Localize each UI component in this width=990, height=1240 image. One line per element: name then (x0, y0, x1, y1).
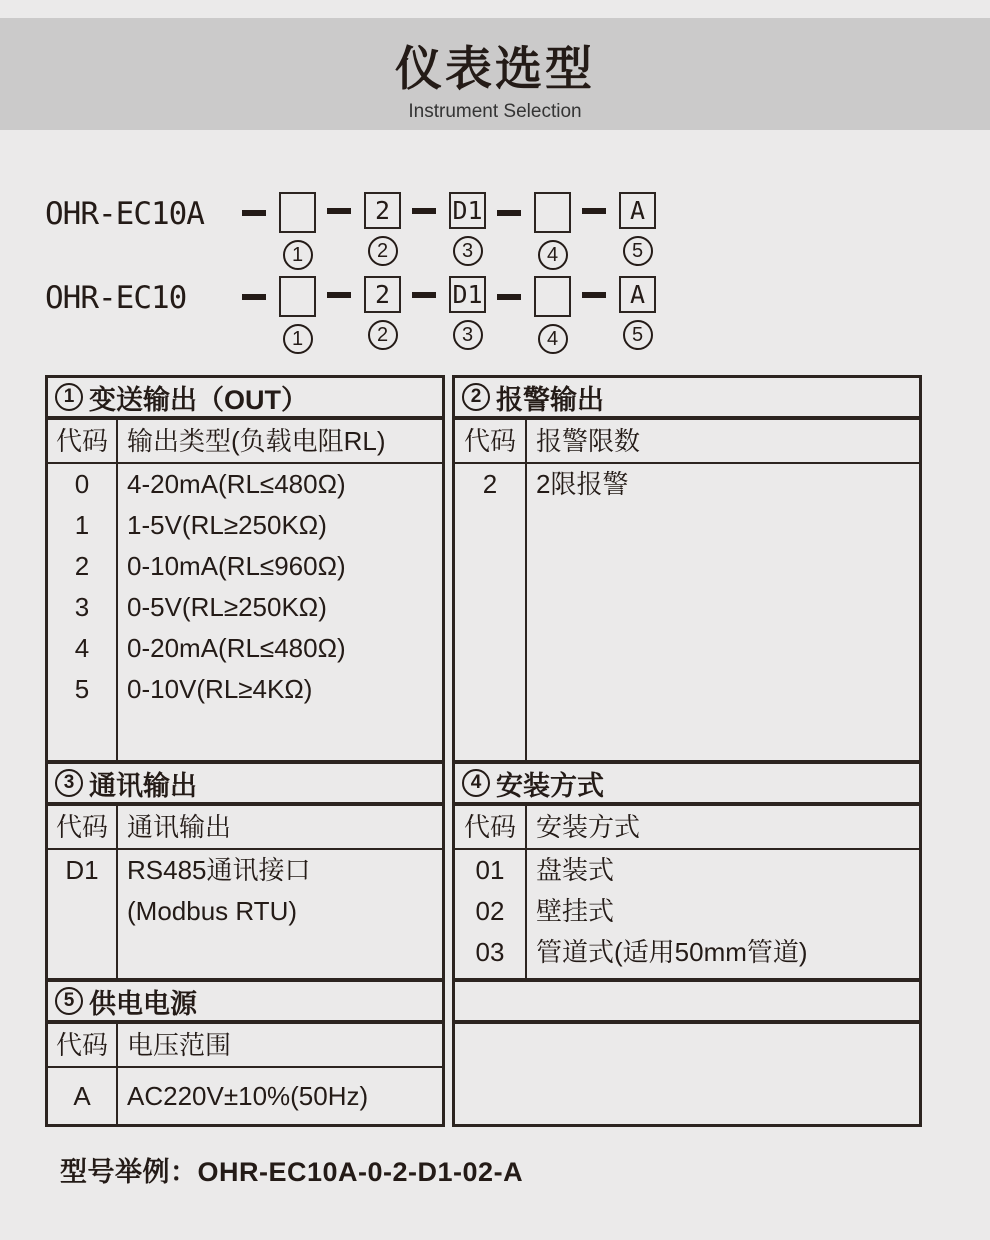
section-5-body (48, 1068, 442, 1124)
code-value: A (73, 1081, 91, 1111)
section-5-table (45, 979, 445, 1127)
code-column-header: 代码 (48, 1024, 118, 1066)
code-box-4 (534, 276, 571, 317)
index-circle-1: 1 (283, 324, 313, 354)
section-5-header-row (48, 1024, 442, 1068)
section-4-title-text: 安装方式 (496, 770, 604, 801)
model-prefix: OHR-EC10 (45, 280, 187, 316)
section-3-title-text: 通讯输出 (89, 770, 197, 801)
section-1-header-row (48, 420, 442, 464)
model-example-text: 型号举例：OHR-EC10A-0-2-D1-02-A (60, 1157, 524, 1187)
code-box-2: 2 (364, 192, 401, 229)
label-value: 1-5V(RL≥250KΩ) (127, 510, 327, 540)
label-cell (118, 464, 442, 760)
band-2 (45, 761, 922, 981)
section-2-title-text: 报警输出 (496, 384, 604, 415)
code-cell (455, 464, 527, 760)
page-subtitle: Instrument Selection (408, 101, 582, 122)
circled-number-1: 1 (55, 383, 83, 411)
model-slot-3 (401, 276, 486, 350)
section-4-body (455, 850, 919, 978)
label-value: 0-20mA(RL≤480Ω) (127, 633, 346, 663)
label-value: 0-10mA(RL≤960Ω) (127, 551, 346, 581)
section-4-title (455, 764, 919, 806)
index-circle-2: 2 (368, 236, 398, 266)
label-value: 4-20mA(RL≤480Ω) (127, 469, 346, 499)
code-value (48, 891, 116, 932)
model-slot-1 (231, 276, 316, 354)
code-value: 0 (74, 469, 90, 499)
section-2-table (452, 375, 922, 763)
label-column-header: 报警限数 (536, 426, 641, 456)
section-1-title-text: 变送输出（OUT） (89, 384, 308, 415)
band-1 (45, 375, 922, 763)
model-code-diagram (45, 192, 656, 360)
label-value: (Modbus RTU) (127, 896, 298, 926)
code-box-3: D1 (449, 192, 486, 229)
model-line-ec10a (45, 192, 656, 270)
code-value: 02 (475, 896, 505, 926)
code-cell (48, 1068, 118, 1124)
label-value: 0-10V(RL≥4KΩ) (127, 674, 313, 704)
model-slot-4 (486, 276, 571, 354)
model-slot-2 (316, 276, 401, 350)
label-value: 0-5V(RL≥250KΩ) (127, 592, 327, 622)
label-value: 管道式(适用50mm管道) (536, 937, 808, 967)
index-circle-1: 1 (283, 240, 313, 270)
empty-title-row (455, 982, 919, 1024)
code-cell (48, 850, 118, 978)
label-value: RS485通讯接口 (127, 855, 311, 885)
code-cell (48, 464, 118, 760)
section-3-title (48, 764, 442, 806)
index-circle-3: 3 (453, 236, 483, 266)
label-cell (527, 850, 919, 978)
code-box-2: 2 (364, 276, 401, 313)
index-circle-3: 3 (453, 320, 483, 350)
label-value: 2限报警 (536, 469, 629, 499)
dash-separator (497, 210, 521, 216)
section-4-table (452, 761, 922, 981)
selection-tables (45, 375, 922, 1127)
section-5-title-text: 供电电源 (89, 988, 197, 1019)
section-2-title (455, 378, 919, 420)
code-column-header: 代码 (455, 420, 527, 462)
section-2-body (455, 464, 919, 760)
code-value: 03 (475, 937, 505, 967)
section-3-table (45, 761, 445, 981)
label-cell (527, 464, 919, 760)
section-3-body (48, 850, 442, 978)
circled-number-5: 5 (55, 987, 83, 1015)
code-value: 2 (482, 469, 498, 499)
code-box-4 (534, 192, 571, 233)
label-column-header: 输出类型(负载电阻RL) (127, 426, 386, 456)
code-cell (455, 850, 527, 978)
index-circle-5: 5 (623, 236, 653, 266)
empty-cell-block (452, 979, 922, 1127)
code-value: 2 (74, 551, 90, 581)
model-slot-4 (486, 192, 571, 270)
dash-separator (242, 294, 266, 300)
index-circle-5: 5 (623, 320, 653, 350)
code-column-header: 代码 (455, 806, 527, 848)
index-circle-4: 4 (538, 324, 568, 354)
section-5-title (48, 982, 442, 1024)
section-1-body (48, 464, 442, 760)
dash-separator (412, 292, 436, 298)
code-value: 5 (74, 674, 90, 704)
section-2-header-row (455, 420, 919, 464)
header-band (0, 18, 990, 130)
dash-separator (327, 292, 351, 298)
model-slot-5 (571, 276, 656, 350)
code-box-3: D1 (449, 276, 486, 313)
band-3 (45, 979, 922, 1127)
model-slot-3 (401, 192, 486, 266)
code-value: 4 (74, 633, 90, 663)
code-column-header: 代码 (48, 420, 118, 462)
section-4-header-row (455, 806, 919, 850)
code-value: 1 (74, 510, 90, 540)
code-box-1 (279, 192, 316, 233)
code-value: 01 (475, 855, 505, 885)
dash-separator (242, 210, 266, 216)
label-value: AC220V±10%(50Hz) (127, 1081, 369, 1111)
dash-separator (412, 208, 436, 214)
model-slot-1 (231, 192, 316, 270)
label-column-header: 通讯输出 (127, 812, 232, 842)
dash-separator (327, 208, 351, 214)
code-value: 3 (74, 592, 90, 622)
code-box-5: A (619, 192, 656, 229)
label-column-header: 电压范围 (127, 1030, 232, 1060)
code-box-5: A (619, 276, 656, 313)
index-circle-4: 4 (538, 240, 568, 270)
label-value: 盘装式 (536, 855, 615, 885)
label-column-header: 安装方式 (536, 812, 641, 842)
label-cell (118, 1068, 442, 1124)
dash-separator (582, 208, 606, 214)
model-slot-5 (571, 192, 656, 266)
code-box-1 (279, 276, 316, 317)
section-1-title (48, 378, 442, 420)
model-slot-2 (316, 192, 401, 266)
dash-separator (582, 292, 606, 298)
dash-separator (497, 294, 521, 300)
label-value: 壁挂式 (536, 896, 615, 926)
section-3-header-row (48, 806, 442, 850)
section-1-table (45, 375, 445, 763)
circled-number-4: 4 (462, 769, 490, 797)
circled-number-3: 3 (55, 769, 83, 797)
model-line-ec10 (45, 276, 656, 354)
index-circle-2: 2 (368, 320, 398, 350)
code-column-header: 代码 (48, 806, 118, 848)
page-title: 仪表选型 (395, 42, 595, 95)
circled-number-2: 2 (462, 383, 490, 411)
model-prefix: OHR-EC10A (45, 196, 204, 232)
code-value: D1 (65, 855, 99, 885)
label-cell (118, 850, 442, 978)
